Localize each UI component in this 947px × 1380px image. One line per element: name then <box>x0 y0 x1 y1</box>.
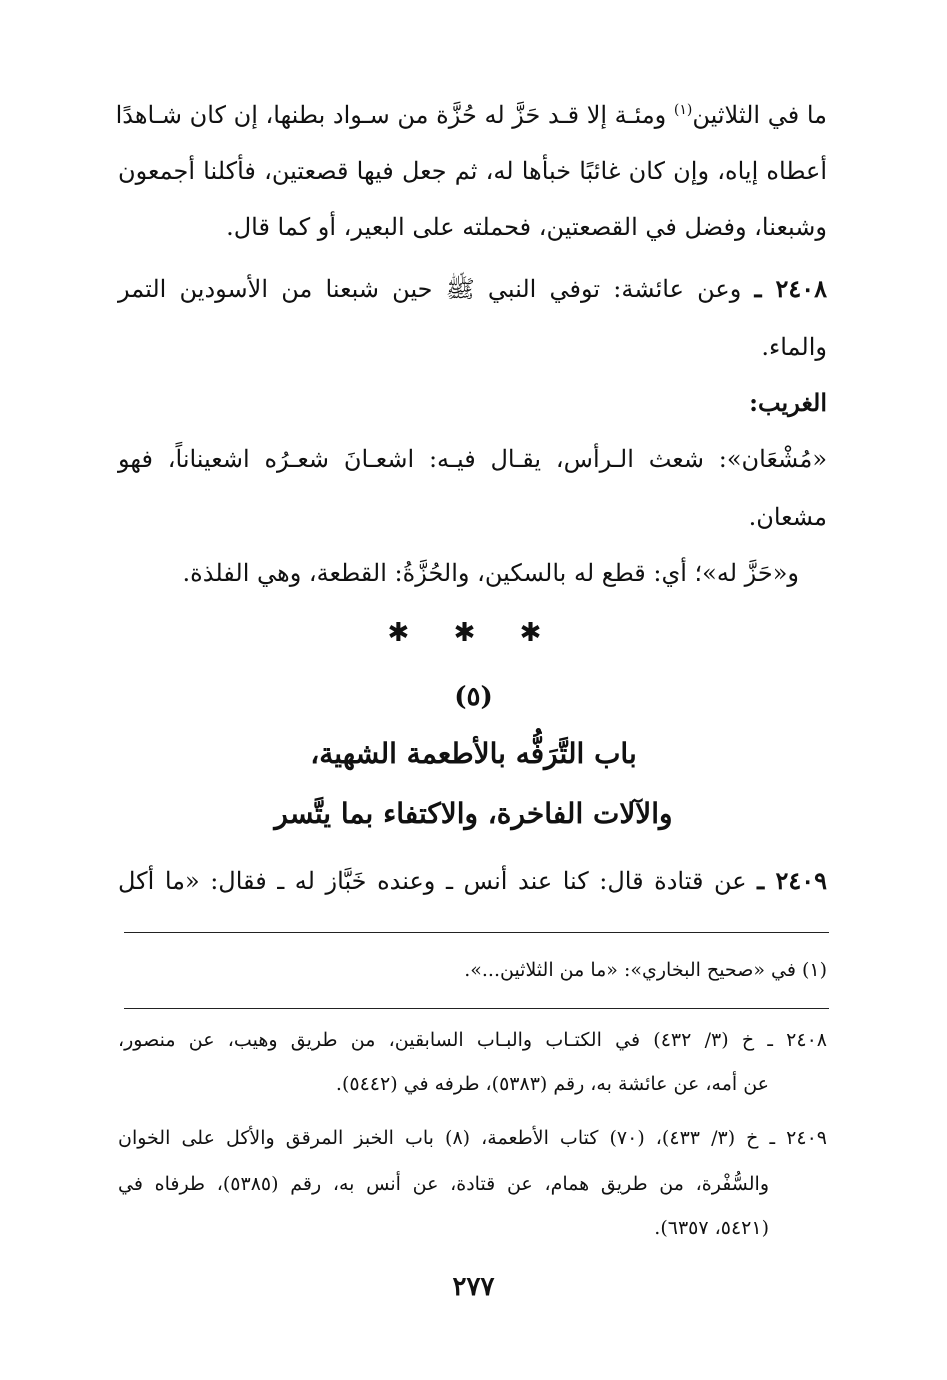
hadith-number: ٢٤٠٨ ـ <box>754 274 827 303</box>
gharib-entry-1-continuation: مشعان. <box>748 503 827 531</box>
chapter-number: (٥) <box>454 682 493 712</box>
section-separator: ✱ ✱ ✱ <box>387 618 560 648</box>
body-text: ما في الثلاثين <box>692 101 827 129</box>
footnote-marker[interactable]: (١) <box>673 102 693 118</box>
hadith-2409 <box>118 864 827 898</box>
footnote-rule <box>124 932 829 933</box>
hadith-2408 <box>118 272 827 306</box>
gharib-entry-2: و«حَزَّ له»؛ أي: قطع له بالسكين، والحُزَّةُ: القطعة، وهي الفلذة. <box>182 559 799 587</box>
chapter-title-line-2: والآلات الفاخرة، والاكتفاء بما يتَّسر <box>274 797 673 830</box>
takhrij-2408-line-2: عن أمه، عن عائشة به، رقم (٥٣٨٣)، طرفه في (٥٤٤٢). <box>335 1073 769 1095</box>
hadith-2408-continuation: والماء. <box>761 333 827 361</box>
takhrij-2408-line-1: ٢٤٠٨ ـ خ (٣/ ٤٣٢) في الكتـاب والبـاب السابقين، من طريق وهيب، عن منصور، <box>118 1029 827 1051</box>
takhrij-2409-line-3: (٥٤٢١، ٦٣٥٧). <box>654 1217 769 1239</box>
body-line-2: أعطاه إياه، وإن كان غائبًا خبأها له، ثم جعل فيها قصعتين، فأكلنا أجمعون <box>118 157 827 185</box>
page-number: ٢٧٧ <box>452 1272 495 1302</box>
footnote-1: (١) في «صحيح البخاري»: «ما من الثلاثين...». <box>464 959 827 981</box>
gharib-entry-1: «مُشْعَان»: شعث الـرأس، يقـال فيـه: اشعـانَ شعـرُه اشعيناناً، فهو <box>118 445 827 473</box>
body-line-3: وشبعنا، وفضل في القصعتين، فحملته على البعير، أو كما قال. <box>226 213 827 241</box>
takhrij-2409-line-1: ٢٤٠٩ ـ خ (٣/ ٤٣٣)، (٧٠) كتاب الأطعمة، (٨) باب الخبز المرقق والأكل على الخوان <box>118 1127 827 1149</box>
body-text: ومئـة إلا قـد حَزَّ له حُزَّة من سـواد بطنها، إن كان شـاهدًا <box>115 101 674 129</box>
hadith-number: ٢٤٠٩ ـ <box>757 866 827 895</box>
hadith-text: وعن عائشة: توفي النبي ﷺ حين شبعنا من الأسودين التمر <box>118 275 755 303</box>
takhrij-2409-line-2: والسُّفْرة، من طريق همام، عن قتادة، عن أنس به، رقم (٥٣٨٥)، طرفاه في <box>118 1173 769 1195</box>
gharib-heading: الغريب: <box>749 388 827 417</box>
takhrij-rule <box>124 1008 829 1009</box>
chapter-title-line-1: باب التَّرَفُّه بالأطعمة الشهية، <box>310 737 637 770</box>
body-line-1 <box>115 98 827 132</box>
hadith-text: عن قتادة قال: كنا عند أنس ـ وعنده خَبَّاز له ـ فقال: «ما أكل <box>118 867 747 895</box>
